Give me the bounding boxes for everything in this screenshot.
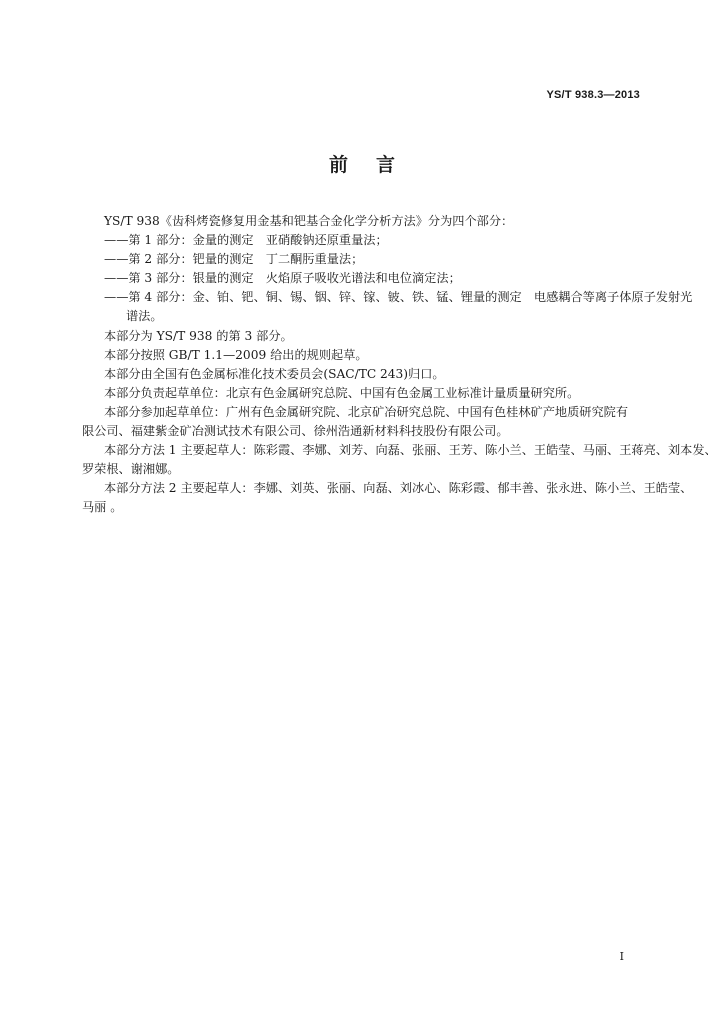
paragraph-responsible-units: 本部分负责起草单位：北京有色金属研究总院、中国有色金属工业标准计量质量研究所。 bbox=[104, 385, 580, 400]
paragraph-drafting-rules: 本部分按照 GB/T 1.1—2009 给出的规则起草。 bbox=[104, 347, 368, 362]
paragraph-parts-intro: YS/T 938《齿科烤瓷修复用金基和钯基合金化学分析方法》分为四个部分： bbox=[104, 214, 514, 228]
paragraph-method1-drafters-continued: 罗荣根、谢湘娜。 bbox=[82, 462, 180, 477]
list-item-part-4: ——第 4 部分：金、铂、钯、铜、锡、铟、锌、镓、铍、铁、锰、锂量的测定 电感耦合等离子体原子发射光 bbox=[104, 290, 693, 305]
list-item-part-4-continued: 谱法。 bbox=[126, 309, 163, 324]
document-body bbox=[82, 212, 717, 518]
paragraph-participating-units: 本部分参加起草单位：广州有色金属研究院、北京矿冶研究总院、中国有色桂林矿产地质研究院有 bbox=[104, 404, 629, 419]
paragraph-committee: 本部分由全国有色金属标准化技术委员会(SAC/TC 243)归口。 bbox=[104, 366, 445, 381]
list-item-part-2: ——第 2 部分：钯量的测定 丁二酮肟重量法； bbox=[104, 252, 364, 267]
paragraph-method2-drafters: 本部分方法 2 主要起草人：李娜、刘英、张丽、向磊、刘冰心、陈彩霞、郁丰善、张永进、陈小兰、王皓莹、 bbox=[104, 481, 693, 496]
paragraph-part-statement: 本部分为 YS/T 938 的第 3 部分。 bbox=[104, 328, 293, 343]
standard-number: YS/T 938.3—2013 bbox=[546, 89, 640, 101]
paragraph-method2-drafters-continued: 马丽 。 bbox=[82, 500, 123, 515]
list-item-part-1: ——第 1 部分：金量的测定 亚硝酸钠还原重量法； bbox=[104, 233, 388, 248]
list-item-part-3: ——第 3 部分：银量的测定 火焰原子吸收光谱法和电位滴定法； bbox=[104, 271, 461, 286]
page-number: I bbox=[619, 950, 624, 963]
paragraph-method1-drafters: 本部分方法 1 主要起草人：陈彩霞、李娜、刘芳、向磊、张丽、王芳、陈小兰、王皓莹、马丽、王蒋亮、刘本发、 bbox=[104, 443, 717, 458]
paragraph-participating-units-continued: 限公司、福建紫金矿冶测试技术有限公司、徐州浩通新材料科技股份有限公司。 bbox=[82, 424, 509, 439]
page-title: 前言 bbox=[328, 154, 423, 176]
